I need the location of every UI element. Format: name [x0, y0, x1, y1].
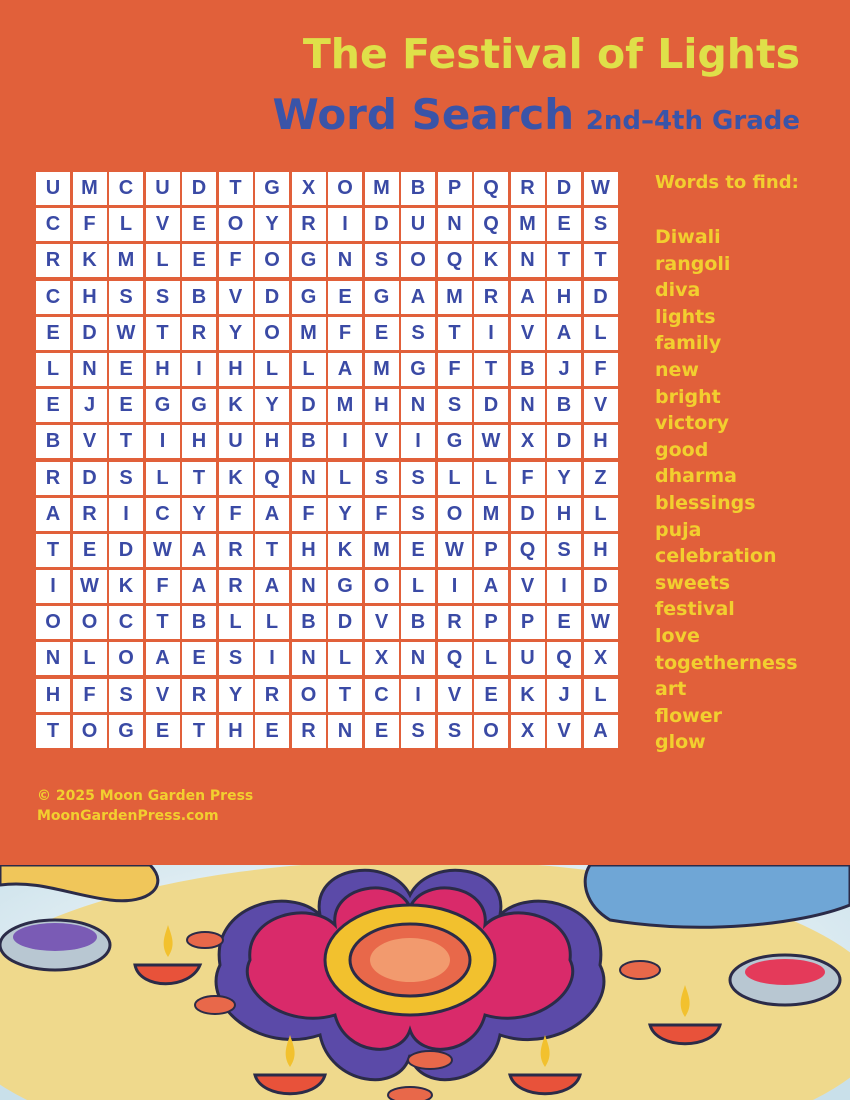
grid-cell[interactable]: T — [182, 715, 216, 748]
grid-cell[interactable]: D — [547, 425, 581, 458]
grid-cell[interactable]: A — [328, 353, 362, 386]
grid-cell[interactable]: A — [182, 570, 216, 603]
grid-cell[interactable]: B — [182, 281, 216, 314]
grid-cell[interactable]: A — [474, 570, 508, 603]
grid-cell[interactable]: W — [73, 570, 107, 603]
grid-cell[interactable]: X — [511, 715, 545, 748]
grid-cell[interactable]: R — [73, 498, 107, 531]
grid-cell[interactable]: H — [36, 679, 70, 712]
grid-cell[interactable]: Q — [438, 642, 472, 675]
grid-cell[interactable]: X — [365, 642, 399, 675]
grid-cell[interactable]: U — [511, 642, 545, 675]
grid-cell[interactable]: A — [182, 534, 216, 567]
grid-cell[interactable]: I — [401, 679, 435, 712]
grade-level: 2nd–4th Grade — [585, 106, 800, 136]
grid-cell[interactable]: W — [146, 534, 180, 567]
grid-cell[interactable]: E — [109, 353, 143, 386]
grid-cell[interactable]: V — [73, 425, 107, 458]
grid-cell[interactable]: E — [73, 534, 107, 567]
grid-cell[interactable]: P — [474, 534, 508, 567]
grid-cell[interactable]: Y — [328, 498, 362, 531]
grid-cell[interactable]: K — [511, 679, 545, 712]
grid-cell[interactable]: Q — [547, 642, 581, 675]
grid-cell[interactable]: V — [547, 715, 581, 748]
grid-cell[interactable]: A — [584, 715, 618, 748]
grid-cell[interactable]: L — [109, 208, 143, 241]
grid-cell[interactable]: D — [182, 172, 216, 205]
grid-cell[interactable]: I — [182, 353, 216, 386]
grid-cell[interactable]: R — [219, 570, 253, 603]
grid-cell[interactable]: K — [219, 389, 253, 422]
word-list-item: sweets — [655, 571, 731, 594]
grid-cell[interactable]: D — [328, 606, 362, 639]
grid-cell[interactable]: Q — [438, 244, 472, 277]
word-list-item: diva — [655, 279, 701, 302]
grid-cell[interactable]: D — [511, 498, 545, 531]
grid-cell[interactable]: B — [547, 389, 581, 422]
grid-cell[interactable]: T — [36, 715, 70, 748]
grid-cell[interactable]: Q — [255, 462, 289, 495]
grid-cell[interactable]: S — [547, 534, 581, 567]
grid-cell[interactable]: B — [36, 425, 70, 458]
subtitle: Word Search — [272, 90, 575, 139]
grid-cell[interactable]: T — [182, 462, 216, 495]
grid-cell[interactable]: E — [36, 389, 70, 422]
website-link[interactable]: MoonGardenPress.com — [37, 808, 219, 824]
grid-cell[interactable]: N — [328, 244, 362, 277]
grid-cell[interactable]: A — [146, 642, 180, 675]
grid-cell[interactable]: M — [365, 353, 399, 386]
grid-cell[interactable]: C — [365, 679, 399, 712]
grid-cell[interactable]: A — [255, 498, 289, 531]
grid-cell[interactable]: U — [219, 425, 253, 458]
grid-cell[interactable]: H — [219, 353, 253, 386]
grid-cell[interactable]: V — [365, 425, 399, 458]
grid-cell[interactable]: S — [109, 281, 143, 314]
grid-cell[interactable]: B — [292, 606, 326, 639]
copyright-block — [37, 786, 253, 826]
grid-cell[interactable]: W — [109, 317, 143, 350]
grid-cell[interactable]: S — [438, 715, 472, 748]
grid-cell[interactable]: J — [547, 679, 581, 712]
grid-cell[interactable]: A — [36, 498, 70, 531]
word-search-grid — [34, 170, 619, 751]
grid-cell[interactable]: W — [584, 172, 618, 205]
grid-cell[interactable]: X — [292, 172, 326, 205]
grid-cell[interactable]: S — [401, 498, 435, 531]
grid-cell[interactable]: G — [438, 425, 472, 458]
grid-cell[interactable]: A — [401, 281, 435, 314]
grid-cell[interactable]: B — [401, 606, 435, 639]
copyright-line: © 2025 Moon Garden Press — [37, 788, 254, 804]
word-list-item: bright — [655, 385, 721, 408]
grid-cell[interactable]: F — [219, 498, 253, 531]
grid-cell[interactable]: R — [182, 679, 216, 712]
grid-cell[interactable]: T — [255, 534, 289, 567]
grid-cell[interactable]: I — [109, 498, 143, 531]
grid-cell[interactable]: E — [328, 281, 362, 314]
grid-cell[interactable]: K — [219, 462, 253, 495]
grid-cell[interactable]: L — [146, 244, 180, 277]
grid-cell[interactable]: A — [511, 281, 545, 314]
grid-cell[interactable]: N — [73, 353, 107, 386]
grid-cell[interactable]: B — [511, 353, 545, 386]
grid-cell[interactable]: F — [584, 353, 618, 386]
letter-grid — [34, 170, 620, 750]
grid-cell[interactable]: Y — [219, 317, 253, 350]
grid-cell[interactable]: W — [584, 606, 618, 639]
grid-cell[interactable]: T — [109, 425, 143, 458]
grid-cell[interactable]: L — [474, 642, 508, 675]
grid-cell[interactable]: P — [438, 172, 472, 205]
grid-cell[interactable]: L — [255, 606, 289, 639]
grid-cell[interactable]: J — [73, 389, 107, 422]
grid-cell[interactable]: M — [365, 172, 399, 205]
grid-cell[interactable]: F — [146, 570, 180, 603]
grid-cell[interactable]: H — [584, 534, 618, 567]
grid-cell[interactable]: H — [182, 425, 216, 458]
grid-cell[interactable]: M — [109, 244, 143, 277]
grid-cell[interactable]: G — [292, 281, 326, 314]
grid-cell[interactable]: O — [438, 498, 472, 531]
grid-cell[interactable]: Q — [474, 208, 508, 241]
grid-cell[interactable]: T — [438, 317, 472, 350]
grid-cell[interactable]: M — [292, 317, 326, 350]
word-list-item: celebration — [655, 545, 777, 568]
grid-cell[interactable]: C — [36, 208, 70, 241]
grid-cell[interactable]: O — [109, 642, 143, 675]
grid-cell[interactable]: I — [146, 425, 180, 458]
word-list-item: Diwali — [655, 226, 721, 248]
grid-cell[interactable]: H — [584, 425, 618, 458]
grid-cell[interactable]: B — [401, 172, 435, 205]
grid-cell[interactable]: F — [438, 353, 472, 386]
grid-cell[interactable]: I — [474, 317, 508, 350]
grid-cell[interactable]: E — [547, 606, 581, 639]
grid-cell[interactable]: N — [511, 389, 545, 422]
grid-cell[interactable]: I — [255, 642, 289, 675]
grid-cell[interactable]: E — [36, 317, 70, 350]
word-list-item: festival — [655, 598, 735, 621]
grid-cell[interactable]: R — [438, 606, 472, 639]
grid-cell[interactable]: Z — [584, 462, 618, 495]
grid-cell[interactable]: T — [328, 679, 362, 712]
grid-cell[interactable]: R — [292, 208, 326, 241]
grid-cell[interactable]: T — [474, 353, 508, 386]
grid-cell[interactable]: G — [328, 570, 362, 603]
grid-cell[interactable]: V — [584, 389, 618, 422]
grid-cell[interactable]: V — [146, 679, 180, 712]
grid-cell[interactable]: L — [438, 462, 472, 495]
word-list-item: lights — [655, 305, 716, 328]
grid-cell[interactable]: D — [474, 389, 508, 422]
grid-cell[interactable]: U — [36, 172, 70, 205]
subtitle-row — [273, 90, 801, 139]
grid-cell[interactable]: G — [255, 172, 289, 205]
grid-cell[interactable]: H — [73, 281, 107, 314]
grid-cell[interactable]: L — [146, 462, 180, 495]
grid-cell[interactable]: M — [73, 172, 107, 205]
grid-cell[interactable]: I — [328, 425, 362, 458]
page-title: The Festival of Lights — [302, 30, 800, 78]
grid-cell[interactable]: S — [146, 281, 180, 314]
grid-cell[interactable]: G — [109, 715, 143, 748]
grid-cell[interactable]: S — [438, 389, 472, 422]
grid-cell[interactable]: L — [73, 642, 107, 675]
grid-cell[interactable]: R — [36, 244, 70, 277]
grid-cell[interactable]: G — [401, 353, 435, 386]
grid-cell[interactable]: O — [292, 679, 326, 712]
grid-cell[interactable]: H — [219, 715, 253, 748]
grid-cell[interactable]: O — [219, 208, 253, 241]
grid-cell[interactable]: L — [584, 679, 618, 712]
grid-cell[interactable]: S — [401, 317, 435, 350]
grid-cell[interactable]: S — [401, 715, 435, 748]
grid-cell[interactable]: L — [328, 642, 362, 675]
grid-cell[interactable]: X — [584, 642, 618, 675]
grid-cell[interactable]: S — [219, 642, 253, 675]
grid-cell[interactable]: B — [292, 425, 326, 458]
grid-cell[interactable]: E — [401, 534, 435, 567]
grid-cell[interactable]: O — [328, 172, 362, 205]
grid-cell[interactable]: R — [219, 534, 253, 567]
grid-cell[interactable]: G — [365, 281, 399, 314]
grid-cell[interactable]: U — [146, 172, 180, 205]
grid-cell[interactable]: L — [328, 462, 362, 495]
grid-cell[interactable]: N — [292, 462, 326, 495]
grid-cell[interactable]: D — [584, 570, 618, 603]
grid-cell[interactable]: O — [255, 244, 289, 277]
grid-cell[interactable]: D — [365, 208, 399, 241]
grid-cell[interactable]: T — [219, 172, 253, 205]
grid-cell[interactable]: E — [365, 715, 399, 748]
grid-cell[interactable]: F — [73, 679, 107, 712]
grid-cell[interactable]: N — [328, 715, 362, 748]
grid-cell[interactable]: H — [146, 353, 180, 386]
grid-cell[interactable]: G — [146, 389, 180, 422]
rangoli-illustration — [0, 865, 850, 1100]
grid-cell[interactable]: N — [36, 642, 70, 675]
grid-cell[interactable]: Y — [219, 679, 253, 712]
grid-cell[interactable]: N — [401, 642, 435, 675]
grid-cell[interactable]: H — [292, 534, 326, 567]
grid-cell[interactable]: O — [401, 244, 435, 277]
grid-cell[interactable]: O — [255, 317, 289, 350]
grid-cell[interactable]: O — [73, 606, 107, 639]
grid-cell[interactable]: O — [474, 715, 508, 748]
grid-cell[interactable]: I — [328, 208, 362, 241]
grid-cell[interactable]: M — [438, 281, 472, 314]
grid-cell[interactable]: T — [547, 244, 581, 277]
grid-cell[interactable]: I — [36, 570, 70, 603]
grid-cell[interactable]: U — [401, 208, 435, 241]
grid-cell[interactable]: A — [255, 570, 289, 603]
grid-cell[interactable]: D — [73, 317, 107, 350]
word-list-item: family — [655, 332, 722, 355]
grid-cell[interactable]: K — [474, 244, 508, 277]
grid-cell[interactable]: M — [365, 534, 399, 567]
word-list-item: good — [655, 438, 709, 461]
grid-cell[interactable]: D — [109, 534, 143, 567]
grid-cell[interactable]: R — [474, 281, 508, 314]
grid-cell[interactable]: Y — [255, 389, 289, 422]
grid-cell[interactable]: Y — [255, 208, 289, 241]
grid-cell[interactable]: I — [438, 570, 472, 603]
grid-cell[interactable]: H — [365, 389, 399, 422]
grid-cell[interactable]: Y — [547, 462, 581, 495]
grid-cell[interactable]: F — [73, 208, 107, 241]
grid-cell[interactable]: K — [328, 534, 362, 567]
grid-cell[interactable]: T — [146, 606, 180, 639]
grid-cell[interactable]: F — [219, 244, 253, 277]
grid-cell[interactable]: T — [584, 244, 618, 277]
grid-cell[interactable]: A — [547, 317, 581, 350]
grid-cell[interactable]: N — [401, 389, 435, 422]
grid-cell[interactable]: L — [474, 462, 508, 495]
grid-cell[interactable]: C — [109, 172, 143, 205]
grid-cell[interactable]: L — [292, 353, 326, 386]
grid-cell[interactable]: L — [36, 353, 70, 386]
grid-cell[interactable]: T — [36, 534, 70, 567]
grid-cell[interactable]: M — [511, 208, 545, 241]
grid-cell[interactable]: E — [182, 642, 216, 675]
grid-cell[interactable]: I — [401, 425, 435, 458]
word-list — [655, 224, 798, 756]
grid-cell[interactable]: D — [255, 281, 289, 314]
word-list-item: victory — [655, 412, 730, 435]
grid-cell[interactable]: D — [292, 389, 326, 422]
grid-cell[interactable]: R — [36, 462, 70, 495]
word-list-item: rangoli — [655, 252, 731, 275]
grid-cell[interactable]: D — [73, 462, 107, 495]
grid-cell[interactable]: H — [255, 425, 289, 458]
grid-cell[interactable]: B — [182, 606, 216, 639]
grid-cell[interactable]: L — [219, 606, 253, 639]
word-list-item: art — [655, 678, 687, 701]
grid-cell[interactable]: E — [146, 715, 180, 748]
grid-cell[interactable]: E — [365, 317, 399, 350]
word-list-item: puja — [655, 518, 702, 541]
word-list-item: love — [655, 624, 700, 647]
word-list-item: flower — [655, 704, 722, 727]
grid-cell[interactable]: L — [584, 498, 618, 531]
grid-cell[interactable]: O — [365, 570, 399, 603]
grid-cell[interactable]: E — [182, 244, 216, 277]
words-heading: Words to find: — [655, 172, 799, 193]
grid-cell[interactable]: K — [109, 570, 143, 603]
grid-cell[interactable]: D — [584, 281, 618, 314]
grid-cell[interactable]: J — [547, 353, 581, 386]
grid-cell[interactable]: C — [146, 498, 180, 531]
grid-cell[interactable]: V — [511, 570, 545, 603]
grid-cell[interactable]: V — [146, 208, 180, 241]
grid-cell[interactable]: F — [328, 317, 362, 350]
grid-cell[interactable]: F — [511, 462, 545, 495]
grid-cell[interactable]: R — [182, 317, 216, 350]
word-list-item: new — [655, 358, 699, 381]
grid-cell[interactable]: E — [547, 208, 581, 241]
grid-cell[interactable]: S — [109, 462, 143, 495]
grid-cell[interactable]: R — [292, 715, 326, 748]
word-list-item: dharma — [655, 465, 737, 488]
grid-cell[interactable]: I — [547, 570, 581, 603]
grid-cell[interactable]: E — [474, 679, 508, 712]
grid-cell[interactable]: S — [401, 462, 435, 495]
grid-cell[interactable]: W — [438, 534, 472, 567]
grid-cell[interactable]: V — [438, 679, 472, 712]
grid-cell[interactable]: H — [547, 498, 581, 531]
grid-cell[interactable]: Q — [474, 172, 508, 205]
grid-cell[interactable]: N — [438, 208, 472, 241]
grid-cell[interactable]: P — [511, 606, 545, 639]
grid-cell[interactable]: V — [511, 317, 545, 350]
grid-cell[interactable]: W — [474, 425, 508, 458]
grid-cell[interactable]: R — [511, 172, 545, 205]
grid-cell[interactable]: C — [36, 281, 70, 314]
grid-cell[interactable]: O — [36, 606, 70, 639]
grid-cell[interactable]: N — [292, 570, 326, 603]
word-list-item: glow — [655, 731, 706, 754]
grid-cell[interactable]: M — [474, 498, 508, 531]
grid-cell[interactable]: D — [547, 172, 581, 205]
grid-cell[interactable]: R — [255, 679, 289, 712]
grid-cell[interactable]: S — [109, 679, 143, 712]
grid-cell[interactable]: G — [182, 389, 216, 422]
grid-cell[interactable]: L — [255, 353, 289, 386]
grid-cell[interactable]: Y — [182, 498, 216, 531]
grid-cell[interactable]: M — [328, 389, 362, 422]
word-list-item: togetherness — [655, 651, 798, 674]
grid-cell[interactable]: O — [73, 715, 107, 748]
grid-cell[interactable]: V — [219, 281, 253, 314]
word-list-item: blessings — [655, 491, 756, 514]
grid-cell[interactable]: F — [292, 498, 326, 531]
grid-cell[interactable]: E — [255, 715, 289, 748]
grid-cell[interactable]: X — [511, 425, 545, 458]
grid-cell[interactable]: T — [146, 317, 180, 350]
grid-cell[interactable]: L — [584, 317, 618, 350]
grid-cell[interactable]: E — [109, 389, 143, 422]
grid-cell[interactable]: S — [584, 208, 618, 241]
grid-cell[interactable]: C — [109, 606, 143, 639]
grid-cell[interactable]: G — [292, 244, 326, 277]
grid-cell[interactable]: V — [365, 606, 399, 639]
grid-cell[interactable]: L — [401, 570, 435, 603]
grid-cell[interactable]: K — [73, 244, 107, 277]
grid-cell[interactable]: N — [511, 244, 545, 277]
grid-cell[interactable]: Q — [511, 534, 545, 567]
grid-cell[interactable]: S — [365, 244, 399, 277]
grid-cell[interactable]: S — [365, 462, 399, 495]
grid-cell[interactable]: P — [474, 606, 508, 639]
grid-cell[interactable]: H — [547, 281, 581, 314]
grid-cell[interactable]: N — [292, 642, 326, 675]
grid-cell[interactable]: F — [365, 498, 399, 531]
grid-cell[interactable]: E — [182, 208, 216, 241]
